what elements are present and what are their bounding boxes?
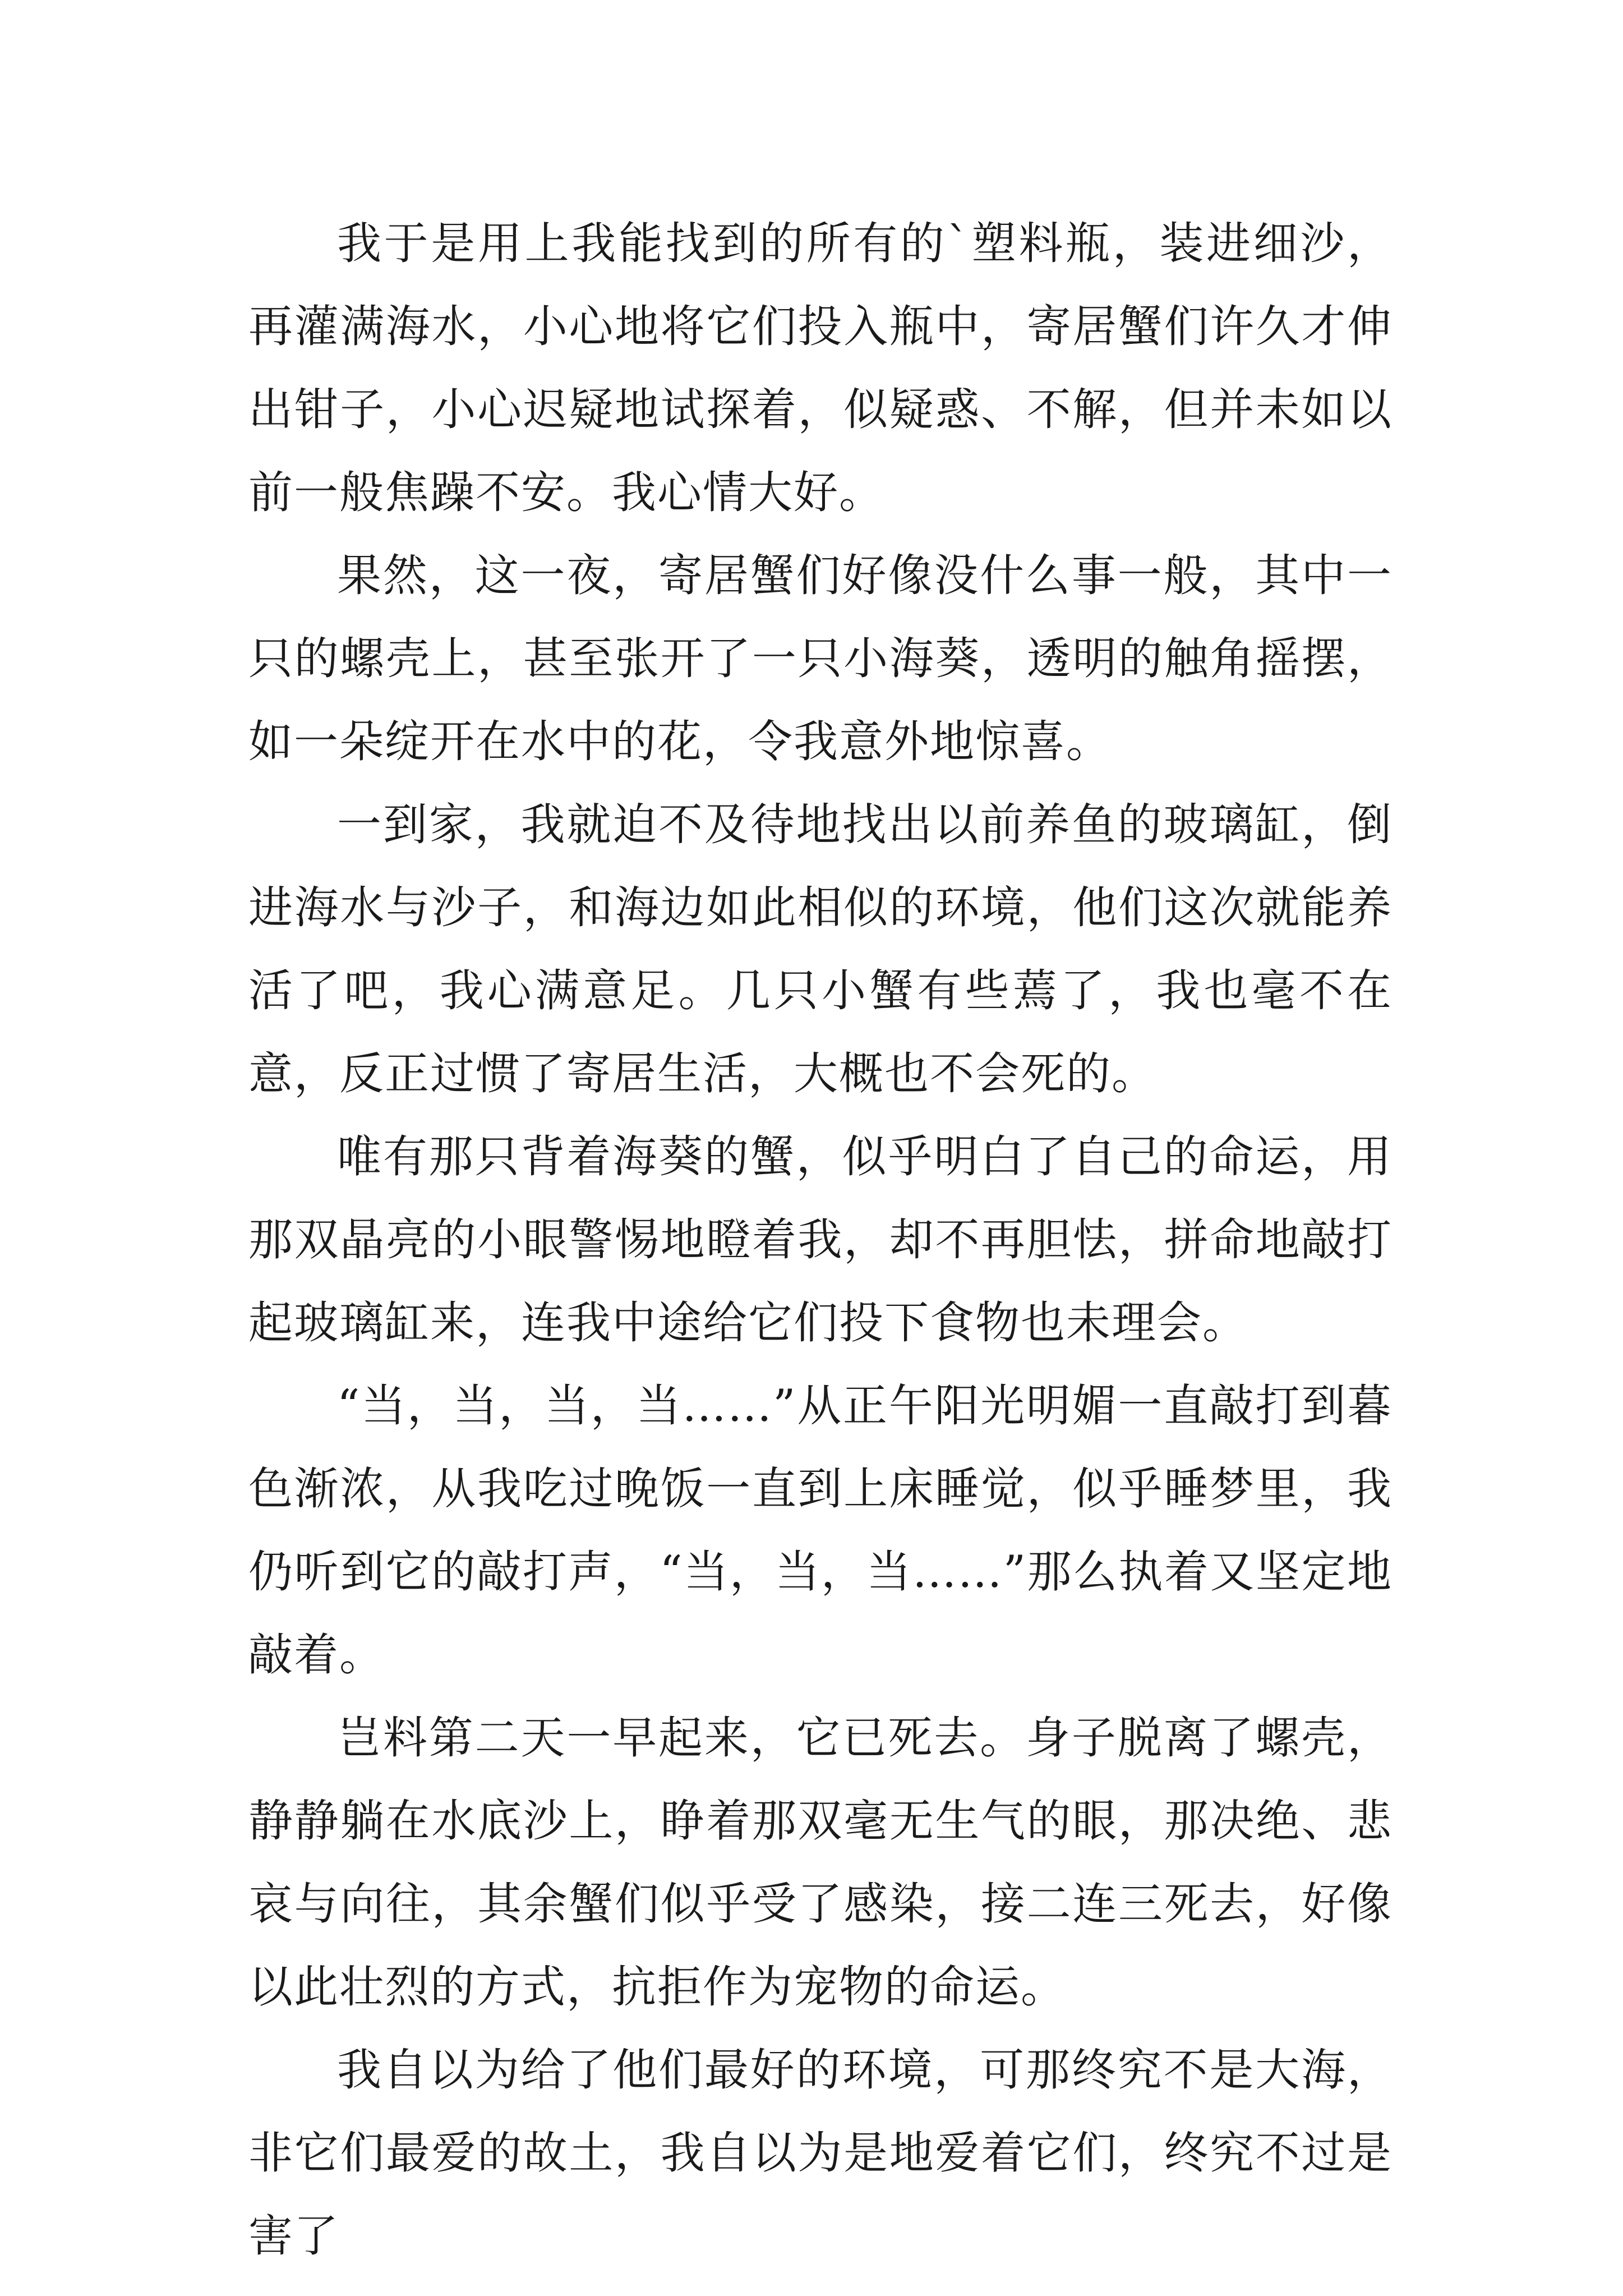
paragraph-6: 岂料第二天一早起来，它已死去。身子脱离了螺壳，静静躺在水底沙上，睁着那双毫无生气的眼，那决绝、悲哀与向往，其余蟹们似乎受了感染，接二连三死去，好像以此壮烈的方式，抗拒作为宠物的命运。 <box>248 1712 1393 2013</box>
document-body <box>248 202 1393 2277</box>
paragraph-4: 唯有那只背着海葵的蟹，似乎明白了自己的命运，用那双晶亮的小眼警惕地瞪着我，却不再胆怯，拼命地敲打起玻璃缸来，连我中途给它们投下食物也未理会。 <box>248 1131 1393 1349</box>
paragraph-1: 我于是用上我能找到的所有的`塑料瓶，装进细沙，再灌满海水，小心地将它们投入瓶中，寄居蟹们许久才伸出钳子，小心迟疑地试探着，似疑惑、不解，但并未如以前一般焦躁不安。我心情大好。 <box>248 218 1393 518</box>
paragraph-7: 我自以为给了他们最好的环境，可那终究不是大海，非它们最爱的故土，我自以为是地爱着它们，终究不过是害了 <box>248 2044 1393 2262</box>
paragraph-2: 果然，这一夜，寄居蟹们好像没什么事一般，其中一只的螺壳上，甚至张开了一只小海葵，透明的触角摇摆，如一朵绽开在水中的花，令我意外地惊喜。 <box>248 550 1393 767</box>
paragraph-3: 一到家，我就迫不及待地找出以前养鱼的玻璃缸，倒进海水与沙子，和海边如此相似的环境，他们这次就能养活了吧，我心满意足。几只小蟹有些蔫了，我也毫不在意，反正过惯了寄居生活，大概也不会死的。 <box>248 799 1393 1099</box>
paragraph-5: “当，当，当，当……”从正午阳光明媚一直敲打到暮色渐浓，从我吃过晚饭一直到上床睡觉，似乎睡梦里，我仍听到它的敲打声，“当，当，当……”那么执着又坚定地敲着。 <box>248 1380 1393 1681</box>
